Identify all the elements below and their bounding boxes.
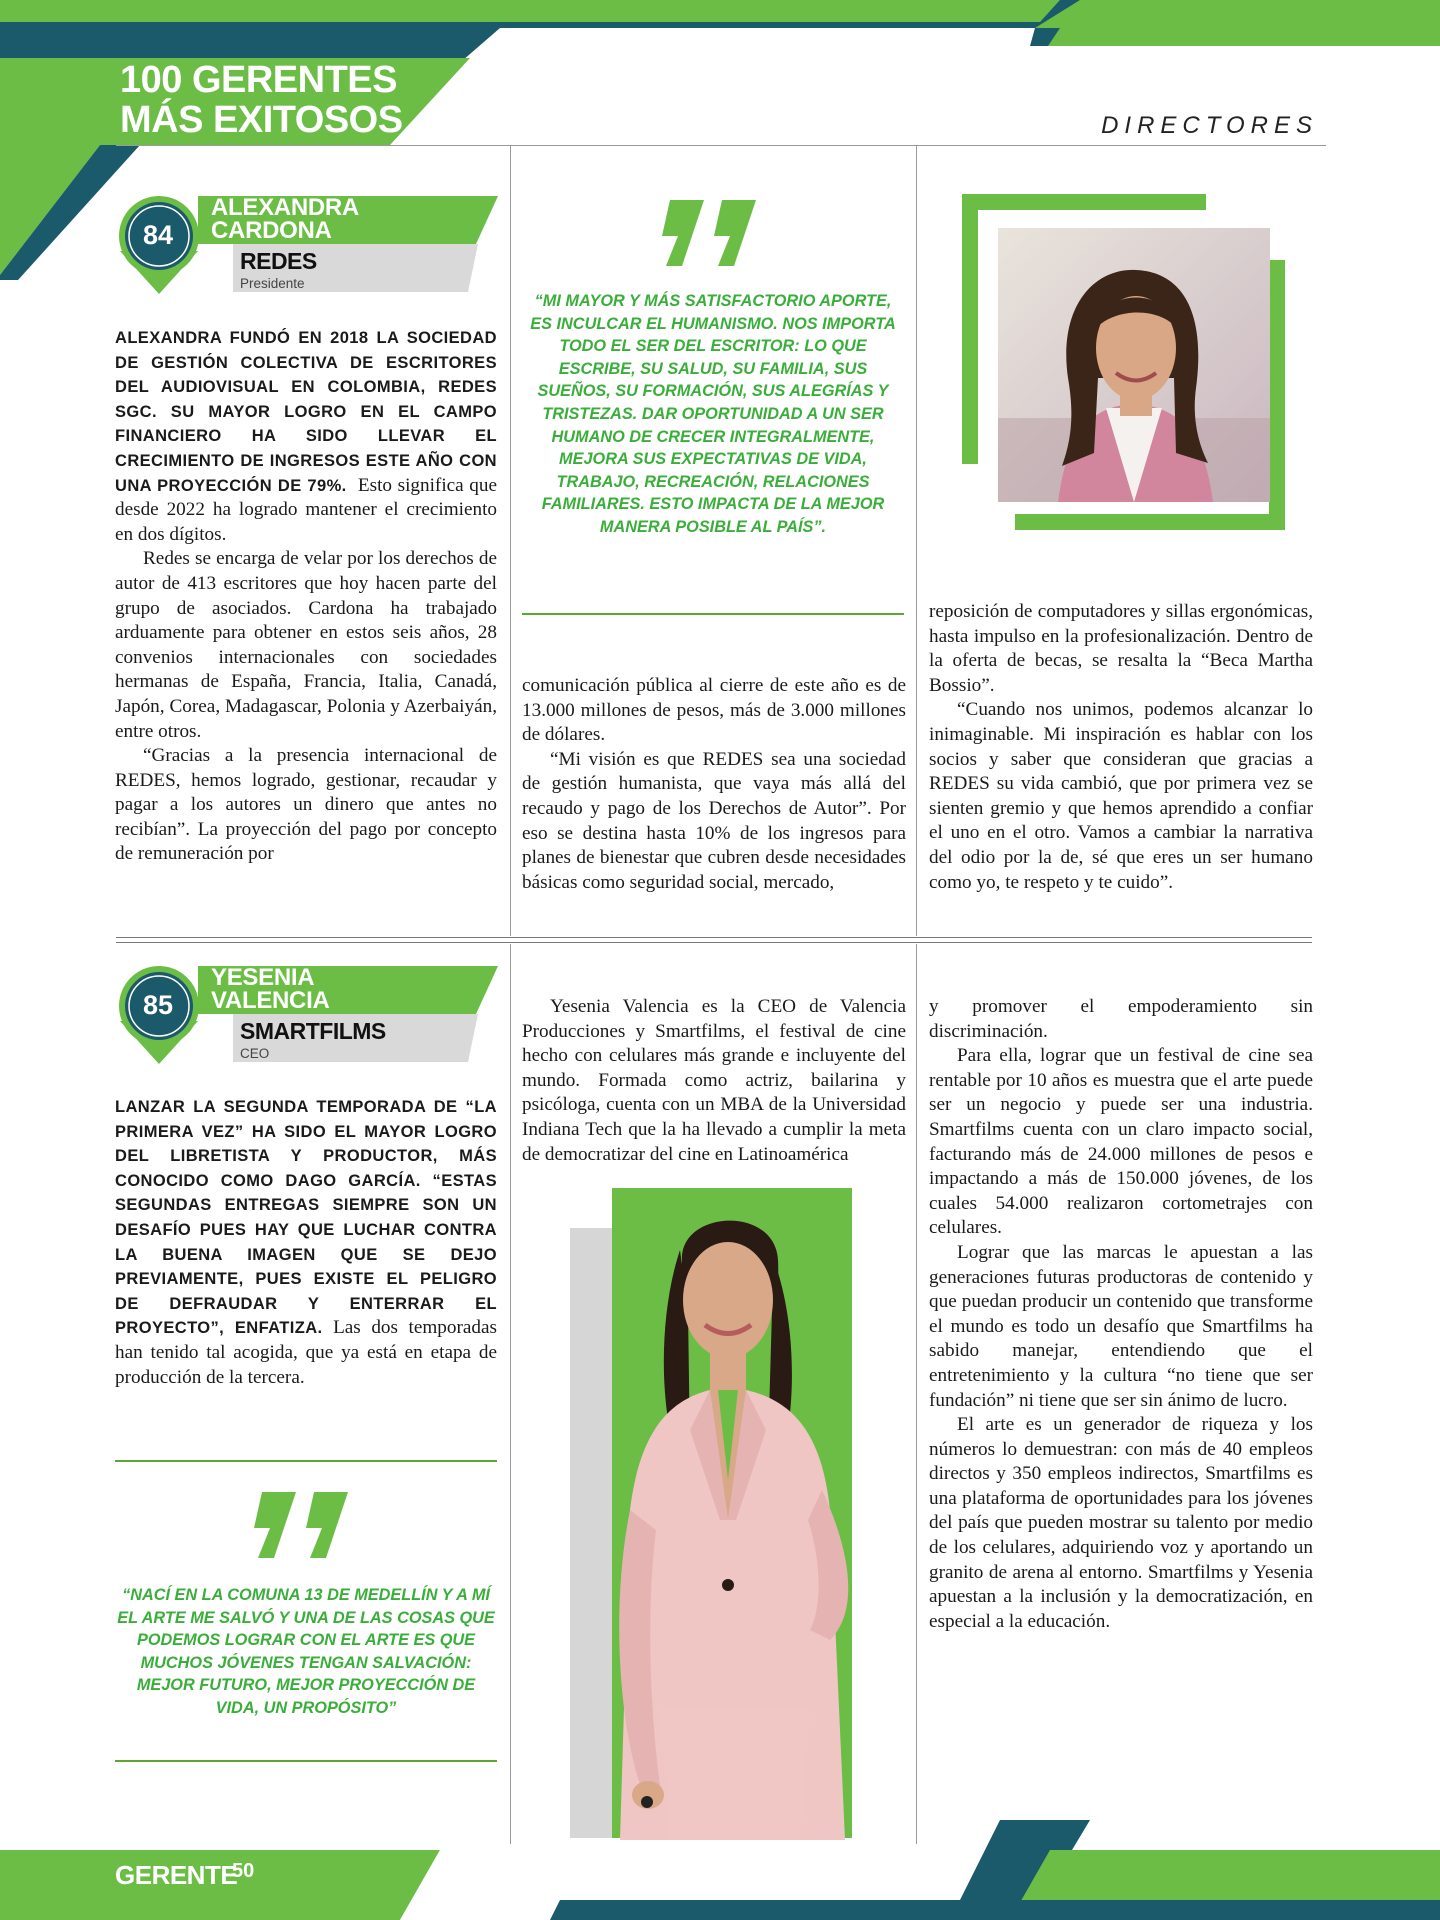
profile-85-col3 [929,995,1313,1634]
paragraph: Lograr que las marcas le apuestan a las generaciones futuras productoras de contenido y que puedan producir un contenido que transforme el mundo es todo un desafío que Smartfilms ha sabido manejar, entendiendo que el entretenimiento y la cultura “no tiene que ser fundación” ni tiene que ser sin ánimo de lucro. [929,1241,1313,1411]
photo-frame [962,194,1206,210]
paragraph: reposición de computadores y sillas ergonómicas, hasta impulso en la profesionalización. Dentro de la oferta de becas, se resalta la “Beca Martha Bossio”. [929,601,1313,696]
pull-quote: “NACÍ EN LA COMUNA 13 DE MEDELLÍN Y A MÍ EL ARTE ME SALVÓ Y UNA DE LAS COSAS QUE PODEMOS LOGRAR CON EL ARTE ES QUE MUCHOS JÓVENES TENGAN SALVACIÓN: MEJOR FUTURO, MEJOR PROYECCIÓN DE VIDA, UN PROPÓSITO” [117,1586,495,1717]
paragraph: “Cuando nos unimos, podemos alcanzar lo inimaginable. Mi inspiración es hablar con los socios y saber que consideran que gracias a REDES su vida cambió, que por primera vez se sienten gremio y que hemos aprendido a confiar el uno en el otro. Vamos a cambiar la narrativa del odio por la de, sé que eres un ser humano como yo, te respeto y te cuido”. [929,699,1313,893]
photo-frame [1269,260,1285,530]
lead-text: LANZAR LA SEGUNDA TEMPORADA DE “LA PRIMERA VEZ” HA SIDO EL MAYOR LOGRO DEL LIBRETISTA Y PRODUCTOR, MÁS CONOCIDO COMO DAGO GARCÍA. “ESTAS SEGUNDAS ENTREGAS SIEMPRE SON UN DESAFÍO PUES HAY QUE LUCHAR CONTRA LA BUENA IMAGEN QUE SE DEJO PREVIAMENTE, PUES EXISTE EL PELIGRO DE DEFRAUDAR Y ENTERRAR EL PROYECTO”, ENFATIZA. [115,1098,497,1338]
profile-84-col2 [522,674,906,895]
yesenia-valencia-photo [560,1190,900,1840]
paragraph: El arte es un generador de riqueza y los números lo demuestran: con más de 40 empleos directos y 350 empleos indirectos, Smartfilms es una plataforma de oportunidades para los jóvenes del país que pueden mostrar su talento por medio de los celulares, adquiriendo voz y aportando un granito de arena al entorno. Smartfilms y Yesenia apuestan a la inclusión y la democratización, en especial a la educación. [929,1414,1313,1632]
profile-name [211,196,359,242]
lead-tail: Esto significa que desde 2022 ha logrado mantener el crecimiento en dos dígitos. [115,474,498,545]
paragraph: Para ella, lograr que un festival de cine sea rentable por 10 años es muestra que el arte puede ser un negocio y puede ser una industria. Smartfilms cuenta con un claro impacto social, facturando más de 24.000 millones de pesos e impactando a más de 150.000 jóvenes, de los cuales 54.000 realizaron cortometrajes con celulares. [929,1045,1313,1239]
column-divider [916,944,917,1844]
paragraph: y promover el empoderamiento sin discriminación. [929,996,1313,1042]
company-name: SMARTFILMS [240,1018,386,1044]
magazine-section-title [120,60,403,140]
role-title: Presidente [240,276,305,291]
page-number: 50 [232,1860,255,1882]
profile-84-col1 [115,326,497,867]
last-name: CARDONA [211,217,332,244]
lead-text: ALEXANDRA FUNDÓ EN 2018 LA SOCIEDAD DE GESTIÓN COLECTIVA DE ESCRITORES DEL AUDIOVISUAL EN COLOMBIA, REDES SGC. SU MAYOR LOGRO EN EL CAMPO FINANCIERO HA SIDO LLEVAR EL CRECIMIENTO DE INGRESOS ESTE AÑO CON UNA PROYECCIÓN DE 79%. [115,329,497,495]
quote-rule [115,1460,497,1462]
paragraph: “Mi visión es que REDES sea una sociedad de gestión humanista, que vaya más allá del recaudo y pago de los Derechos de Autor”. Por eso se destina hasta 10% de los ingresos para planes de bienestar que cubren desde necesidades básicas como seguridad social, mercado, [522,748,906,893]
title-line-1: 100 GERENTES [120,59,397,101]
rank-badge: 84 [142,220,174,250]
alexandra-cardona-photo [998,228,1270,502]
photo-frame [962,194,978,464]
section-divider [116,942,1312,943]
last-name: VALENCIA [211,987,330,1014]
profile-85-col2 [522,995,906,1167]
quote-rule [522,613,904,615]
column-divider [916,146,917,936]
first-name: ALEXANDRA [211,194,359,221]
profile-name [211,966,330,1012]
quote-marks-icon [252,1488,364,1562]
footer-brand: GERENTE [115,1860,238,1890]
first-name: YESENIA [211,964,315,991]
quote-marks-icon [660,196,772,270]
profile-85-col1 [115,1095,497,1390]
paragraph: Yesenia Valencia es la CEO de Valencia Producciones y Smartfilms, el festival de cine hecho con celulares más grande e incluyente del mundo. Formada como actriz, bailarina y psicóloga, cuenta con un MBA de la Universidad Indiana Tech que la ha llevado a cumplir la meta de democratizar del cine en Latinoamérica [522,996,906,1165]
section-divider [116,937,1312,938]
column-divider [510,944,511,1844]
company-name: REDES [240,248,317,274]
header-rule [116,145,1326,146]
paragraph: comunicación pública al cierre de este año es de 13.000 millones de pesos, más de 3.000 millones de dólares. [522,675,906,746]
title-line-2: MÁS EXITOSOS [120,99,403,141]
profile-84-col3 [929,600,1313,895]
rank-badge: 85 [142,990,174,1020]
photo-frame [1015,514,1285,530]
paragraph: “Gracias a la presencia internacional de REDES, hemos logrado, gestionar, recaudar y pagar a los autores un dinero que antes no recibían”. La proyección del pago por concepto de remuneración por [115,745,497,865]
pull-quote: “MI MAYOR Y MÁS SATISFACTORIO APORTE, ES INCULCAR EL HUMANISMO. NOS IMPORTA TODO EL SER DEL ESCRITOR: LO QUE ESCRIBE, SU SALUD, SU FAMILIA, SUS SUEÑOS, SU FORMACIÓN, SUS ALEGRÍAS Y TRISTEZAS. DAR OPORTUNIDAD A UN SER HUMANO DE CRECER INTEGRALMENTE, MEJORA SUS EXPECTATIVAS DE VIDA, TRABAJO, RECREACIÓN, RELACIONES FAMILIARES. ESTO IMPACTA DE LA MEJOR MANERA POSIBLE AL PAÍS”. [530,292,896,536]
lead-tail: Las dos temporadas han tenido tal acogida, que ya está en etapa de producción de la tercera. [115,1317,497,1388]
column-divider [510,146,511,936]
role-title: CEO [240,1046,270,1061]
paragraph: Redes se encarga de velar por los derechos de autor de 413 escritores que hoy hacen parte del grupo de asociados. Cardona ha trabajado arduamente para obtener en estos seis años, 28 convenios internacionales con sociedades hermanas de España, Francia, Italia, Canadá, Japón, Corea, Madagascar, Polonia y Azerbaiyán, entre otros. [115,548,497,742]
quote-rule [115,1760,497,1762]
section-label: DIRECTORES [1101,112,1318,139]
